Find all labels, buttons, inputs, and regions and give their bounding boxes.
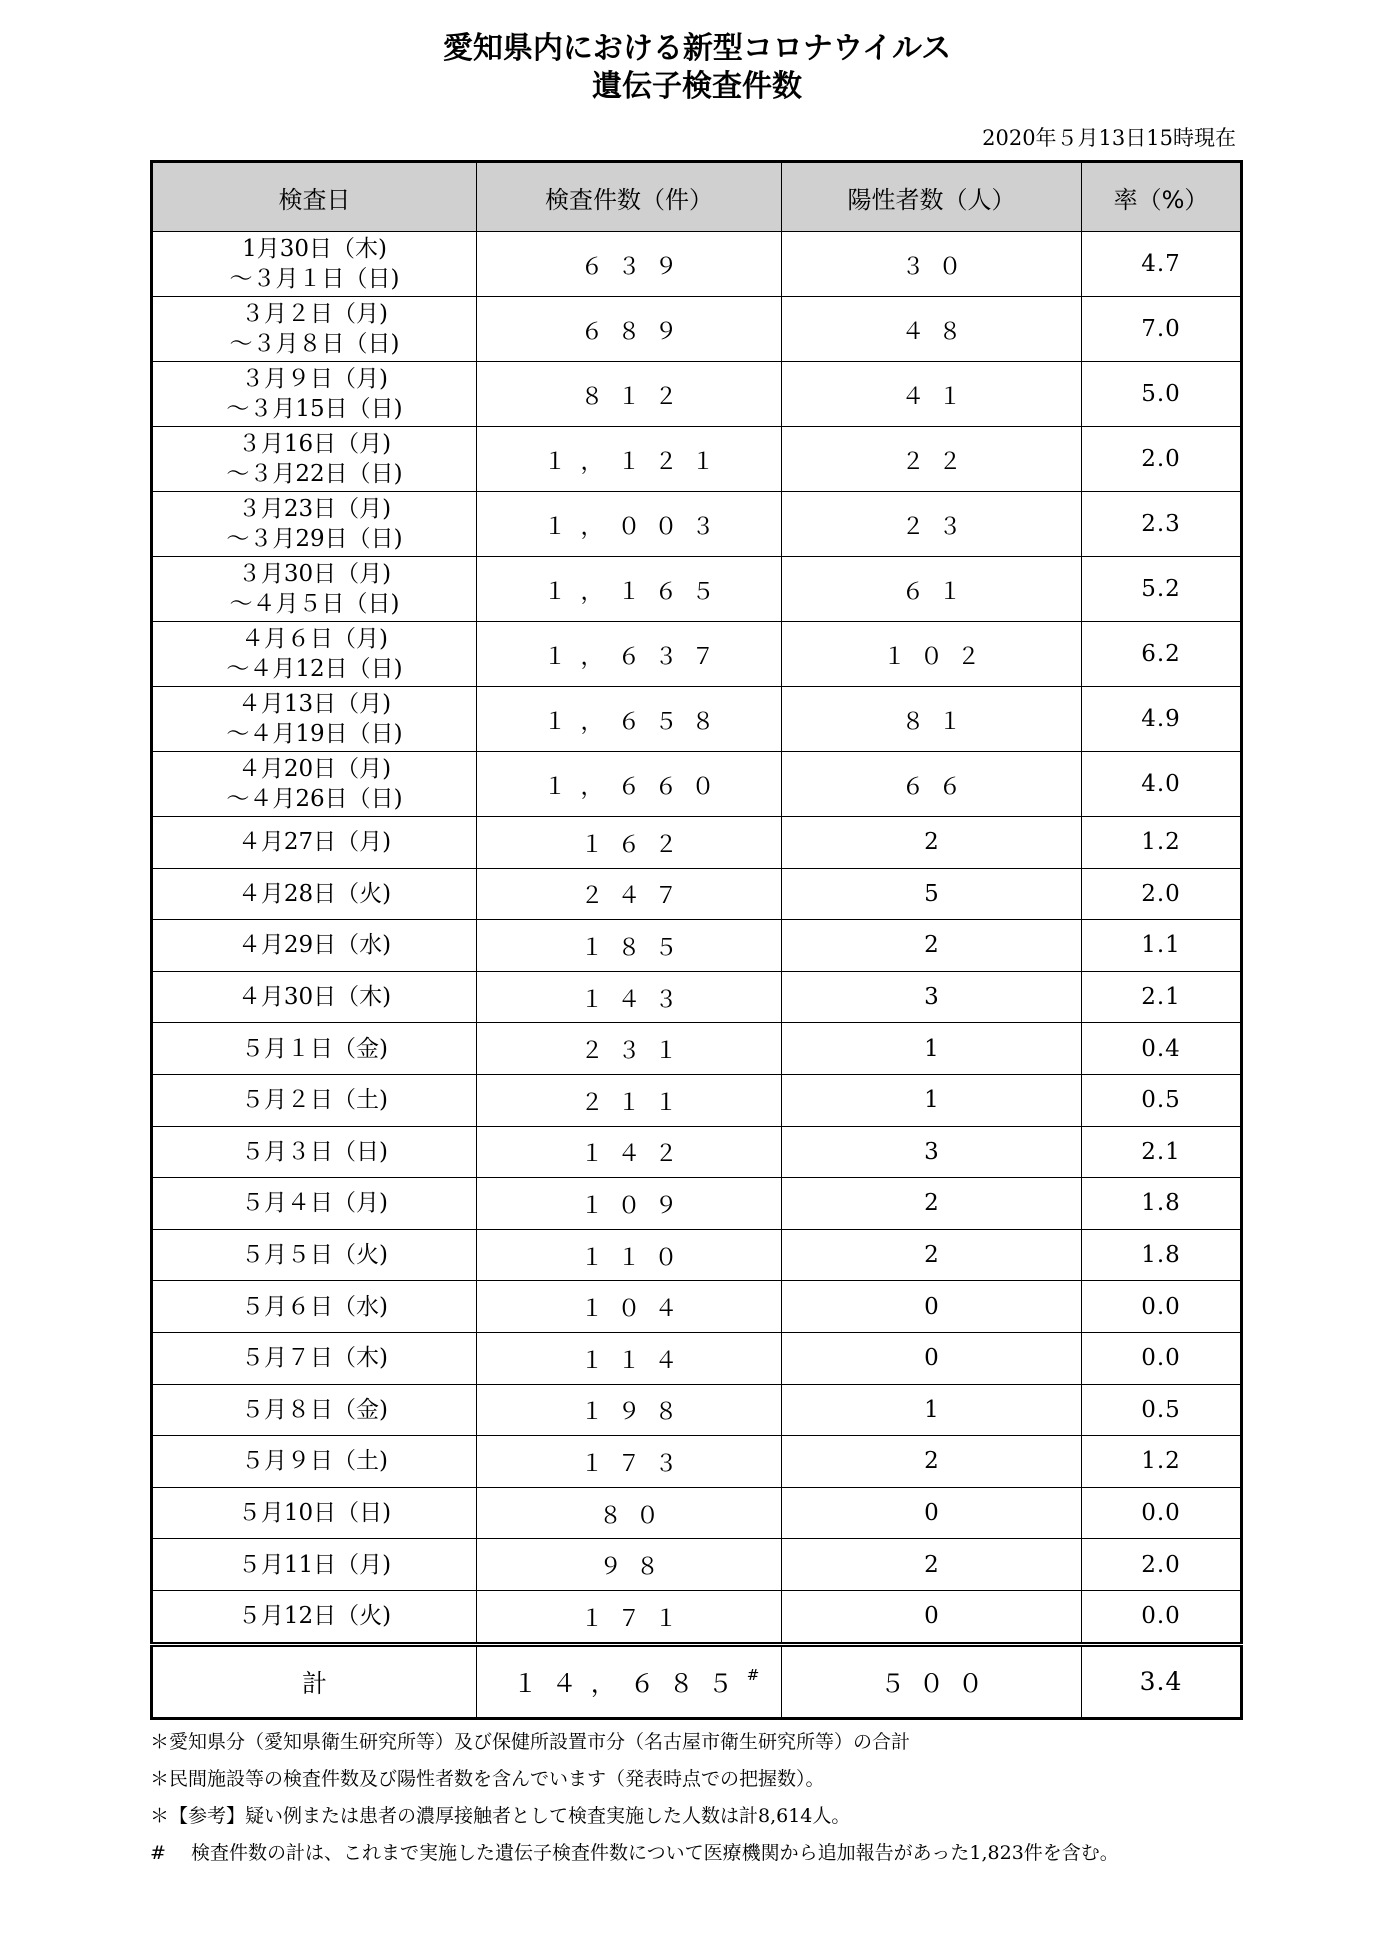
row-positive: 0 bbox=[782, 1590, 1082, 1644]
total-label: 計 bbox=[152, 1644, 477, 1718]
row-date-start: 1月30日（木) bbox=[242, 236, 387, 262]
row-date-start: ５月６日（水) bbox=[241, 1293, 388, 1320]
row-rate: 4.0 bbox=[1082, 752, 1242, 817]
as-of-date: 2020年５月13日15時現在 bbox=[982, 126, 1236, 150]
row-date-start: ５月５日（火) bbox=[241, 1242, 388, 1269]
row-date bbox=[152, 232, 477, 297]
row-positive: ６６ bbox=[782, 752, 1082, 817]
row-date bbox=[152, 1126, 477, 1178]
row-date-start: ５月12日（火) bbox=[237, 1603, 392, 1630]
table-row bbox=[152, 1074, 1242, 1126]
row-rate: 0.0 bbox=[1082, 1590, 1242, 1644]
row-tests: １０４ bbox=[477, 1281, 782, 1333]
row-tests: １０９ bbox=[477, 1178, 782, 1230]
row-positive: ８１ bbox=[782, 687, 1082, 752]
row-positive: 1 bbox=[782, 1384, 1082, 1436]
row-date bbox=[152, 868, 477, 920]
row-positive: 3 bbox=[782, 1126, 1082, 1178]
table-row bbox=[152, 687, 1242, 752]
document-title: 愛知県内における新型コロナウイルス bbox=[442, 31, 952, 66]
row-date-end: ～４月19日（日) bbox=[226, 721, 403, 747]
row-date-start: ５月10日（日) bbox=[237, 1500, 392, 1527]
row-date-start: ４月28日（火) bbox=[237, 880, 392, 907]
table-row bbox=[152, 1539, 1242, 1591]
row-positive: 0 bbox=[782, 1487, 1082, 1539]
header-test-count: 検査件数（件） bbox=[477, 162, 782, 232]
table-row bbox=[152, 1023, 1242, 1075]
row-tests: １６２ bbox=[477, 817, 782, 869]
row-date bbox=[152, 1539, 477, 1591]
row-date-end: ～４月12日（日) bbox=[226, 656, 403, 682]
row-tests: １，１６５ bbox=[477, 557, 782, 622]
row-rate: 0.0 bbox=[1082, 1487, 1242, 1539]
row-date-start: ５月11日（月) bbox=[237, 1551, 392, 1578]
row-tests: １７１ bbox=[477, 1590, 782, 1644]
row-date bbox=[152, 971, 477, 1023]
row-date bbox=[152, 1384, 477, 1436]
table-row bbox=[152, 920, 1242, 972]
row-date-start: ３月９日（月) bbox=[241, 366, 388, 392]
table-row bbox=[152, 427, 1242, 492]
row-date-end: ～３月22日（日) bbox=[226, 461, 403, 487]
table-row bbox=[152, 971, 1242, 1023]
row-date-start: ５月４日（月) bbox=[241, 1190, 388, 1217]
row-date-start: ４月27日（月) bbox=[237, 829, 392, 856]
row-date-start: ５月７日（木) bbox=[241, 1345, 388, 1372]
row-date-start: ５月１日（金) bbox=[241, 1035, 388, 1062]
row-tests: ６８９ bbox=[477, 297, 782, 362]
row-tests: １１４ bbox=[477, 1332, 782, 1384]
document-subtitle: 遺伝子検査件数 bbox=[592, 69, 802, 104]
total-rate: 3.4 bbox=[1082, 1644, 1242, 1718]
row-date-end: ～４月26日（日) bbox=[226, 786, 403, 812]
row-tests: ８１２ bbox=[477, 362, 782, 427]
row-date bbox=[152, 1436, 477, 1488]
row-tests: １９８ bbox=[477, 1384, 782, 1436]
row-date bbox=[152, 1074, 477, 1126]
table-row bbox=[152, 817, 1242, 869]
row-date bbox=[152, 1487, 477, 1539]
row-tests: １，６５８ bbox=[477, 687, 782, 752]
row-positive: 0 bbox=[782, 1332, 1082, 1384]
row-rate: 5.0 bbox=[1082, 362, 1242, 427]
table-row bbox=[152, 1590, 1242, 1644]
row-date-end: ～３月15日（日) bbox=[226, 396, 403, 422]
row-rate: 7.0 bbox=[1082, 297, 1242, 362]
row-positive: 3 bbox=[782, 971, 1082, 1023]
row-tests: １４３ bbox=[477, 971, 782, 1023]
row-rate: 1.2 bbox=[1082, 1436, 1242, 1488]
row-date-start: ５月３日（日) bbox=[241, 1138, 388, 1165]
table-row bbox=[152, 1384, 1242, 1436]
row-date-start: ３月２日（月) bbox=[241, 301, 388, 327]
table-row bbox=[152, 1332, 1242, 1384]
row-tests: １８５ bbox=[477, 920, 782, 972]
row-date bbox=[152, 752, 477, 817]
table-row bbox=[152, 1178, 1242, 1230]
row-date bbox=[152, 1229, 477, 1281]
row-rate: 1.8 bbox=[1082, 1229, 1242, 1281]
row-date-end: ～４月５日（日) bbox=[229, 591, 400, 617]
row-positive: 2 bbox=[782, 1436, 1082, 1488]
row-positive: ２２ bbox=[782, 427, 1082, 492]
header-test-date: 検査日 bbox=[152, 162, 477, 232]
row-rate: 0.4 bbox=[1082, 1023, 1242, 1075]
row-positive: 2 bbox=[782, 920, 1082, 972]
total-tests bbox=[477, 1644, 782, 1718]
row-tests: １１０ bbox=[477, 1229, 782, 1281]
row-rate: 1.1 bbox=[1082, 920, 1242, 972]
row-positive: ２３ bbox=[782, 492, 1082, 557]
row-date bbox=[152, 557, 477, 622]
row-rate: 1.8 bbox=[1082, 1178, 1242, 1230]
table-row bbox=[152, 232, 1242, 297]
header-rate: 率（%） bbox=[1082, 162, 1242, 232]
table-row bbox=[152, 362, 1242, 427]
row-positive: 0 bbox=[782, 1281, 1082, 1333]
row-positive: 2 bbox=[782, 1539, 1082, 1591]
row-date bbox=[152, 1590, 477, 1644]
row-date-end: ～３月１日（日) bbox=[229, 266, 400, 292]
table-body bbox=[152, 232, 1242, 1719]
table-row bbox=[152, 622, 1242, 687]
row-tests: １，００３ bbox=[477, 492, 782, 557]
row-date-start: ５月９日（土) bbox=[241, 1448, 388, 1475]
row-date-start: ３月30日（月) bbox=[237, 561, 392, 587]
table-row bbox=[152, 1487, 1242, 1539]
row-date bbox=[152, 920, 477, 972]
table-row bbox=[152, 1436, 1242, 1488]
row-date-start: ３月16日（月) bbox=[237, 431, 392, 457]
table-row bbox=[152, 868, 1242, 920]
row-rate: 2.3 bbox=[1082, 492, 1242, 557]
row-date-end: ～３月29日（日) bbox=[226, 526, 403, 552]
row-date bbox=[152, 622, 477, 687]
total-tests-value: １４，６８５ bbox=[512, 1668, 747, 1698]
total-row bbox=[152, 1644, 1242, 1718]
row-date-start: ４月６日（月) bbox=[241, 626, 388, 652]
row-positive: 5 bbox=[782, 868, 1082, 920]
row-tests: ９８ bbox=[477, 1539, 782, 1591]
row-rate: 4.7 bbox=[1082, 232, 1242, 297]
row-rate: 0.0 bbox=[1082, 1332, 1242, 1384]
test-count-table bbox=[150, 160, 1243, 1720]
row-date-start: ３月23日（月) bbox=[237, 496, 392, 522]
row-rate: 0.5 bbox=[1082, 1384, 1242, 1436]
row-rate: 2.0 bbox=[1082, 1539, 1242, 1591]
row-date-start: ４月13日（月) bbox=[237, 691, 392, 717]
note-2: ＊民間施設等の検査件数及び陽性者数を含んでいます（発表時点での把握数）。 bbox=[150, 1768, 825, 1790]
table-row bbox=[152, 1126, 1242, 1178]
row-date-start: ５月８日（金) bbox=[241, 1396, 388, 1423]
row-rate: 6.2 bbox=[1082, 622, 1242, 687]
row-rate: 2.1 bbox=[1082, 971, 1242, 1023]
table-row bbox=[152, 297, 1242, 362]
row-rate: 4.9 bbox=[1082, 687, 1242, 752]
row-tests: ２４７ bbox=[477, 868, 782, 920]
table-row bbox=[152, 752, 1242, 817]
total-tests-mark: # bbox=[746, 1665, 760, 1684]
row-positive: 2 bbox=[782, 817, 1082, 869]
row-rate: 0.5 bbox=[1082, 1074, 1242, 1126]
table-row bbox=[152, 492, 1242, 557]
row-date-start: ４月30日（木) bbox=[237, 984, 392, 1011]
notes bbox=[150, 1724, 1300, 1872]
row-tests: １，１２１ bbox=[477, 427, 782, 492]
row-rate: 2.0 bbox=[1082, 868, 1242, 920]
row-tests: １，６３７ bbox=[477, 622, 782, 687]
row-date bbox=[152, 1332, 477, 1384]
row-date-start: ５月２日（土) bbox=[241, 1087, 388, 1114]
row-tests: ６３９ bbox=[477, 232, 782, 297]
row-positive: 1 bbox=[782, 1074, 1082, 1126]
row-date bbox=[152, 1178, 477, 1230]
total-positive: ５００ bbox=[782, 1644, 1082, 1718]
row-tests: １，６６０ bbox=[477, 752, 782, 817]
row-date bbox=[152, 362, 477, 427]
row-tests: １７３ bbox=[477, 1436, 782, 1488]
row-rate: 1.2 bbox=[1082, 817, 1242, 869]
row-date bbox=[152, 297, 477, 362]
row-positive: ３０ bbox=[782, 232, 1082, 297]
row-date bbox=[152, 1023, 477, 1075]
row-positive: 1 bbox=[782, 1023, 1082, 1075]
row-positive: ４８ bbox=[782, 297, 1082, 362]
row-rate: 0.0 bbox=[1082, 1281, 1242, 1333]
row-positive: １０２ bbox=[782, 622, 1082, 687]
row-date-start: ４月29日（水) bbox=[237, 932, 392, 959]
row-positive: ６１ bbox=[782, 557, 1082, 622]
row-rate: 5.2 bbox=[1082, 557, 1242, 622]
row-date-start: ４月20日（月) bbox=[237, 756, 392, 782]
note-3: ＊【参考】疑い例または患者の濃厚接触者として検査実施した人数は計8,614人。 bbox=[150, 1805, 851, 1827]
row-positive: 2 bbox=[782, 1178, 1082, 1230]
row-date bbox=[152, 427, 477, 492]
row-rate: 2.1 bbox=[1082, 1126, 1242, 1178]
row-positive: ４１ bbox=[782, 362, 1082, 427]
table-row bbox=[152, 1229, 1242, 1281]
table-row bbox=[152, 557, 1242, 622]
row-tests: ２３１ bbox=[477, 1023, 782, 1075]
row-positive: 2 bbox=[782, 1229, 1082, 1281]
header-row bbox=[152, 162, 1242, 232]
row-date bbox=[152, 817, 477, 869]
table-row bbox=[152, 1281, 1242, 1333]
row-date bbox=[152, 1281, 477, 1333]
row-date bbox=[152, 687, 477, 752]
header-positive-count: 陽性者数（人） bbox=[782, 162, 1082, 232]
note-4: # 検査件数の計は、これまで実施した遺伝子検査件数について医療機関から追加報告があった1,823件を含む。 bbox=[150, 1842, 1119, 1864]
row-date-end: ～３月８日（日) bbox=[229, 331, 400, 357]
note-1: ＊愛知県分（愛知県衛生研究所等）及び保健所設置市分（名古屋市衛生研究所等）の合計 bbox=[150, 1731, 911, 1753]
row-rate: 2.0 bbox=[1082, 427, 1242, 492]
row-tests: １４２ bbox=[477, 1126, 782, 1178]
row-tests: ８０ bbox=[477, 1487, 782, 1539]
row-date bbox=[152, 492, 477, 557]
row-tests: ２１１ bbox=[477, 1074, 782, 1126]
